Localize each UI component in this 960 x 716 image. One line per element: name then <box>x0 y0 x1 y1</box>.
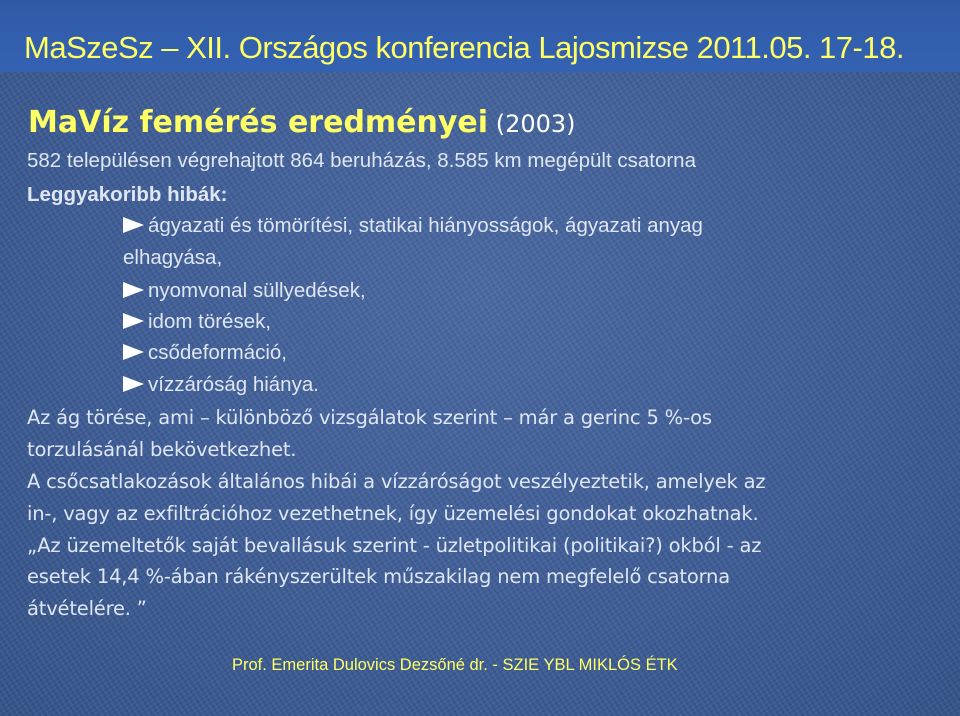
bullet-item <box>123 214 703 238</box>
paragraph-3-line-1: „Az üzemeltetők saját bevallásuk szerint - üzletpolitikai (politikai?) okból - az <box>27 534 762 557</box>
bullet-item <box>123 341 287 365</box>
errors-label: Leggyakoribb hibák: <box>27 183 228 206</box>
slide-heading-year: (2003) <box>488 110 576 138</box>
paragraph-3-line-3: átvételére. ” <box>27 597 147 620</box>
intro-line: 582 településen végrehajtott 864 beruházás, 8.585 km megépült csatorna <box>27 149 696 172</box>
triangle-bullet-icon <box>123 376 144 392</box>
paragraph-3-line-2: esetek 14,4 %-ában rákényszerültek műszakilag nem megfelelő csatorna <box>27 565 730 588</box>
slide-heading <box>28 105 576 140</box>
triangle-bullet-icon <box>123 313 144 329</box>
triangle-bullet-icon <box>123 282 144 298</box>
bullet-text: nyomvonal süllyedések, <box>148 279 366 302</box>
paragraph-1-line-2: torzulásánál bekövetkezhet. <box>27 438 297 461</box>
bullet-text: vízzáróság hiánya. <box>148 373 319 396</box>
header-band <box>0 0 960 72</box>
triangle-bullet-icon <box>123 217 144 233</box>
slide-heading-main: MaVíz femérés eredményei <box>28 105 489 140</box>
paragraph-2-line-1: A csőcsatlakozások általános hibái a vízzáróságot veszélyeztetik, amelyek az <box>27 470 766 493</box>
bullet-item <box>123 310 271 334</box>
bullet-text: csődeformáció, <box>148 341 288 364</box>
footer-author: Prof. Emerita Dulovics Dezsőné dr. - SZIE YBL MIKLÓS ÉTK <box>232 656 678 674</box>
conference-title: MaSzeSz – XII. Országos konferencia Lajosmizse 2011.05. 17-18. <box>24 30 904 65</box>
triangle-bullet-icon <box>123 344 144 360</box>
bullet-text: idom törések, <box>148 310 272 333</box>
bullet-item <box>123 373 319 397</box>
paragraph-2-line-2: in-, vagy az exfiltrációhoz vezethetnek, így üzemelési gondokat okozhatnak. <box>27 502 759 525</box>
bullet-item <box>123 279 366 303</box>
bullet-continuation: elhagyása, <box>123 246 223 269</box>
bullet-text: ágyazati és tömörítési, statikai hiányosságok, ágyazati anyag <box>148 214 703 237</box>
paragraph-1-line-1: Az ág törése, ami – különböző vizsgálatok szerint – már a gerinc 5 %-os <box>27 406 712 429</box>
